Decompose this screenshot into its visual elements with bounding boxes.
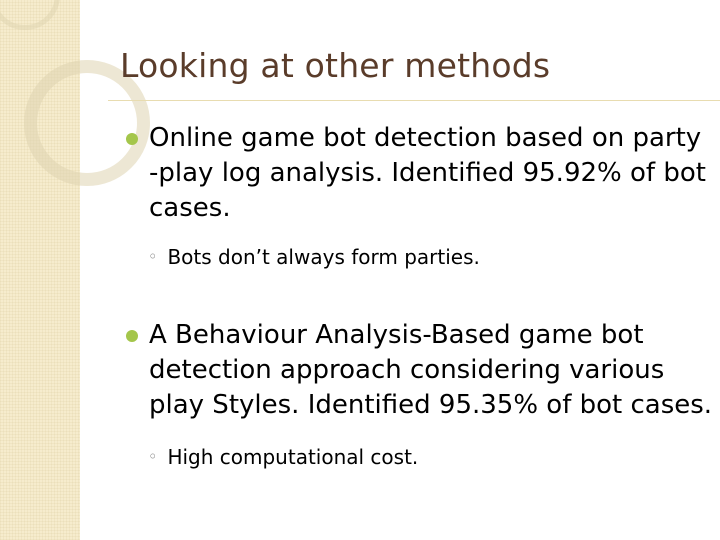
bullet-line: detection approach considering various	[149, 355, 665, 385]
title-divider	[108, 100, 720, 101]
bullet-item-behaviour-analysis	[126, 318, 720, 423]
bullet-line: A Behaviour Analysis-Based game bot	[149, 320, 644, 350]
sub-bullet-text: High computational cost.	[167, 445, 419, 469]
bullet-dot-icon	[126, 133, 138, 145]
bullet-dot-icon	[126, 330, 138, 342]
sub-bullet-party-play	[148, 244, 480, 272]
sub-bullet-marker-icon: ◦	[148, 247, 158, 266]
slide-title: Looking at other methods	[120, 46, 551, 85]
bullet-item-party-play	[126, 121, 720, 226]
sub-bullet-text: Bots don’t always form parties.	[167, 245, 480, 269]
sub-bullet-behaviour-analysis	[148, 444, 418, 472]
bullet-line: -play log analysis. Identified 95.92% of bot	[149, 158, 706, 188]
bullet-line: Online game bot detection based on party	[149, 123, 702, 153]
bullet-line: play Styles. Identified 95.35% of bot cases.	[149, 390, 713, 420]
sub-bullet-marker-icon: ◦	[148, 447, 158, 466]
bullet-line: cases.	[149, 193, 231, 223]
